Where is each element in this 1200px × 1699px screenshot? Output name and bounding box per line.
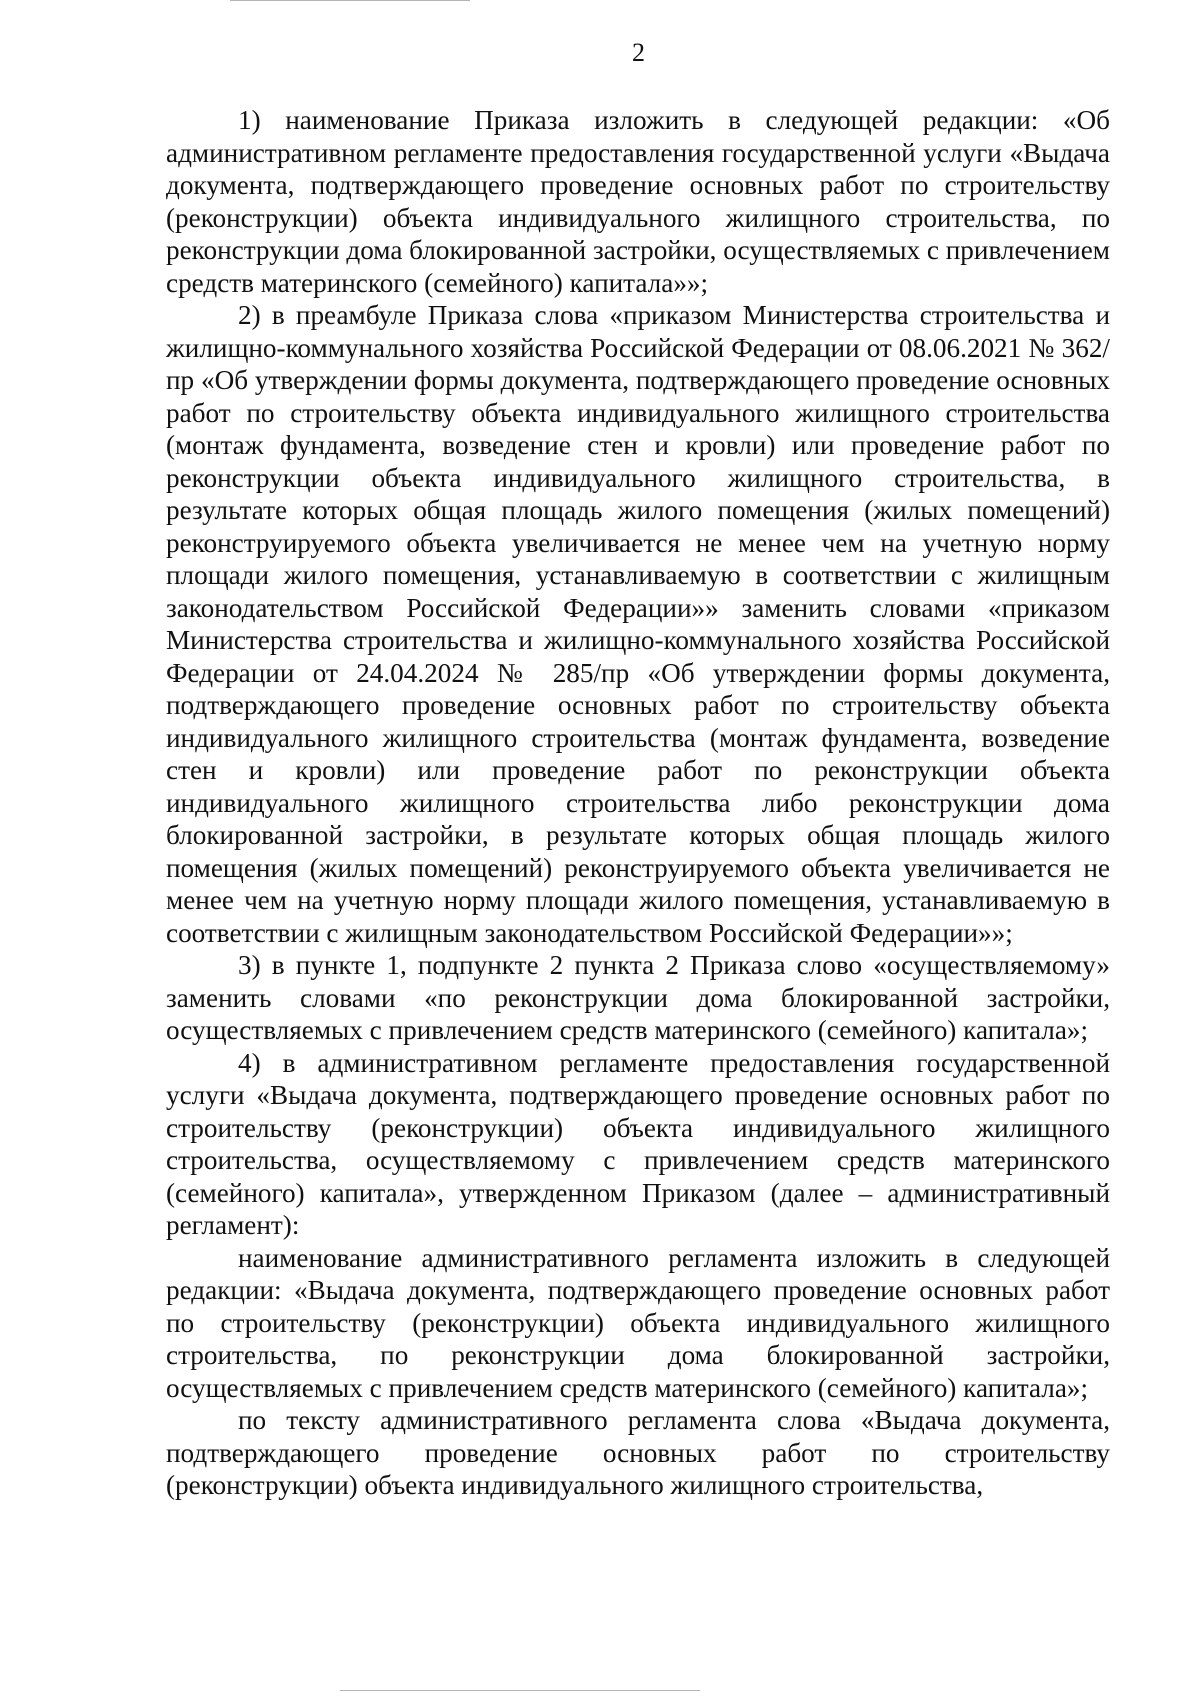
paragraph-item-4: 4) в административном регламенте предоставления государственной услуги «Выдача документа, подтверждающего проведение основных работ по строительству (реконструкции) объекта индивидуального жилищного строительства, осуществляемому с привлечением средств материнского (семейного) капитала», утвержденном Приказом (далее – административный регламент): [166,1047,1110,1240]
paragraph-item-3: 3) в пункте 1, подпункте 2 пункта 2 Приказа слово «осуществляемому» заменить словами «по реконструкции дома блокированной застройки, осуществляемых с привлечением средств материнского (семейного) капитала»; [166,950,1110,1045]
scan-edge-top [230,0,470,1]
paragraph-item-2: 2) в преамбуле Приказа слова «приказом Министерства строительства и жилищно-коммунального хозяйства Российской Федерации от 08.06.2021 № 362/пр «Об утверждении формы документа, подтверждающего проведение основных работ по строительству объекта индивидуального жилищного строительства (монтаж фундамента, возведение стен и кровли) или проведение работ по реконструкции объекта индивидуального жилищного строительства, в результате которых общая площадь жилого помещения (жилых помещений) реконструируемого объекта увеличивается не менее чем на учетную норму площади жилого помещения, устанавливаемую в соответствии с жилищным законодательством Российской Федерации»» заменить словами «приказом Министерства строительства и жилищно-коммунального хозяйства Российской Федерации от 24.04.2024 № 285/пр «Об утверждении формы документа, подтверждающего проведение основных работ по строительству объекта индивидуального жилищного строительства (монтаж фундамента, возведение стен и кровли) или проведение работ по реконструкции объекта индивидуального жилищного строительства либо реконструкции дома блокированной застройки, в результате которых общая площадь жилого помещения (жилых помещений) реконструируемого объекта увеличивается не менее чем на учетную норму площади жилого помещения, устанавливаемую в соответствии с жилищным законодательством Российской Федерации»»; [166,300,1110,948]
page-number: 2 [632,38,645,67]
paragraph-regulation-text: по тексту административного регламента слова «Выдача документа, подтверждающего проведение основных работ по строительству (реконструкции) объекта индивидуального жилищного строительства, [166,1405,1110,1500]
paragraph-regulation-title: наименование административного регламента изложить в следующей редакции: «Выдача документа, подтверждающего проведение основных работ по строительству (реконструкции) объекта индивидуального жилищного строительства, по реконструкции дома блокированной застройки, осуществляемых с привлечением средств материнского (семейного) капитала»; [166,1242,1110,1403]
document-body [166,104,1110,1502]
paragraph-item-1: 1) наименование Приказа изложить в следующей редакции: «Об административном регламенте предоставления государственной услуги «Выдача документа, подтверждающего проведение основных работ по строительству (реконструкции) объекта индивидуального жилищного строительства, по реконструкции дома блокированной застройки, осуществляемых с привлечением средств материнского (семейного) капитала»»; [166,105,1110,298]
scan-edge-bottom [340,1690,700,1691]
